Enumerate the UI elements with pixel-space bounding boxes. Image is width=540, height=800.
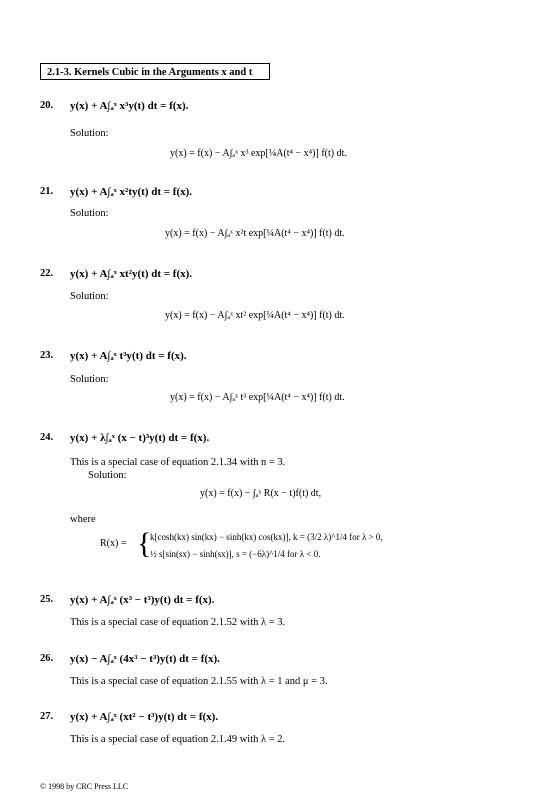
equation-note: This is a special case of equation 2.1.52 with λ = 3.: [70, 617, 286, 628]
equation-number: 23.: [40, 350, 54, 361]
equation-number: 25.: [40, 594, 54, 605]
solution-label: Solution:: [70, 208, 109, 219]
solution-formula: y(x) = f(x) − A∫ₐˣ xt² exp[¼A(t⁴ − x⁴)] f(t) dt.: [165, 310, 345, 321]
solution-formula: y(x) = f(x) − A∫ₐˣ x²t exp[¼A(t⁴ − x⁴)] f(t) dt.: [165, 228, 345, 239]
equation-statement: y(x) + A∫ₐˣ t³y(t) dt = f(x).: [70, 350, 187, 362]
solution-formula: y(x) = f(x) − A∫ₐˣ t³ exp[¼A(t⁴ − x⁴)] f(t) dt.: [170, 392, 345, 403]
equation-number: 21.: [40, 186, 54, 197]
equation-number: 20.: [40, 100, 54, 111]
solution-label: Solution:: [70, 128, 109, 139]
equation-statement: y(x) + A∫ₐˣ x³y(t) dt = f(x).: [70, 100, 189, 112]
equation-number: 24.: [40, 432, 54, 443]
equation-number: 22.: [40, 268, 54, 279]
section-title: 2.1-3. Kernels Cubic in the Arguments x and t: [47, 67, 253, 78]
copyright-footer: © 1998 by CRC Press LLC: [40, 782, 129, 791]
equation-note: This is a special case of equation 2.1.49 with λ = 2.: [70, 734, 286, 745]
equation-number: 26.: [40, 653, 54, 664]
equation-note: This is a special case of equation 2.1.34 with n = 3.: [70, 457, 286, 468]
equation-statement: y(x) + A∫ₐˣ (xt² − t³)y(t) dt = f(x).: [70, 711, 219, 723]
solution-label: Solution:: [70, 291, 109, 302]
resolvent-case-1: k[cosh(kx) sin(kx) − sinh(kx) cos(kx)], k = (3/2 λ)^1/4 for λ > 0,: [150, 532, 383, 542]
solution-label: Solution:: [88, 470, 127, 481]
equation-note: This is a special case of equation 2.1.55 with λ = 1 and μ = 3.: [70, 676, 328, 687]
equation-statement: y(x) + A∫ₐˣ (x³ − t³)y(t) dt = f(x).: [70, 594, 215, 606]
equation-statement: y(x) − A∫ₐˣ (4x³ − t³)y(t) dt = f(x).: [70, 653, 220, 665]
equation-statement: y(x) + A∫ₐˣ xt²y(t) dt = f(x).: [70, 268, 193, 280]
solution-formula: y(x) = f(x) − A∫ₐˣ x³ exp[¼A(t⁴ − x⁴)] f(t) dt.: [170, 148, 347, 159]
solution-label: Solution:: [70, 374, 109, 385]
equation-statement: y(x) + A∫ₐˣ x²ty(t) dt = f(x).: [70, 186, 193, 198]
equation-number: 27.: [40, 711, 54, 722]
resolvent-case-2: ½ s[sin(sx) − sinh(sx)], s = (−6λ)^1/4 for λ < 0.: [150, 549, 321, 559]
section-heading: [40, 63, 270, 80]
equation-statement: y(x) + λ∫ₐˣ (x − t)³y(t) dt = f(x).: [70, 432, 210, 444]
resolvent-label: R(x) =: [100, 538, 127, 549]
where-label: where: [70, 514, 96, 525]
left-brace: {: [137, 527, 152, 560]
solution-formula: y(x) = f(x) − ∫ₐˣ R(x − t)f(t) dt,: [200, 488, 322, 499]
